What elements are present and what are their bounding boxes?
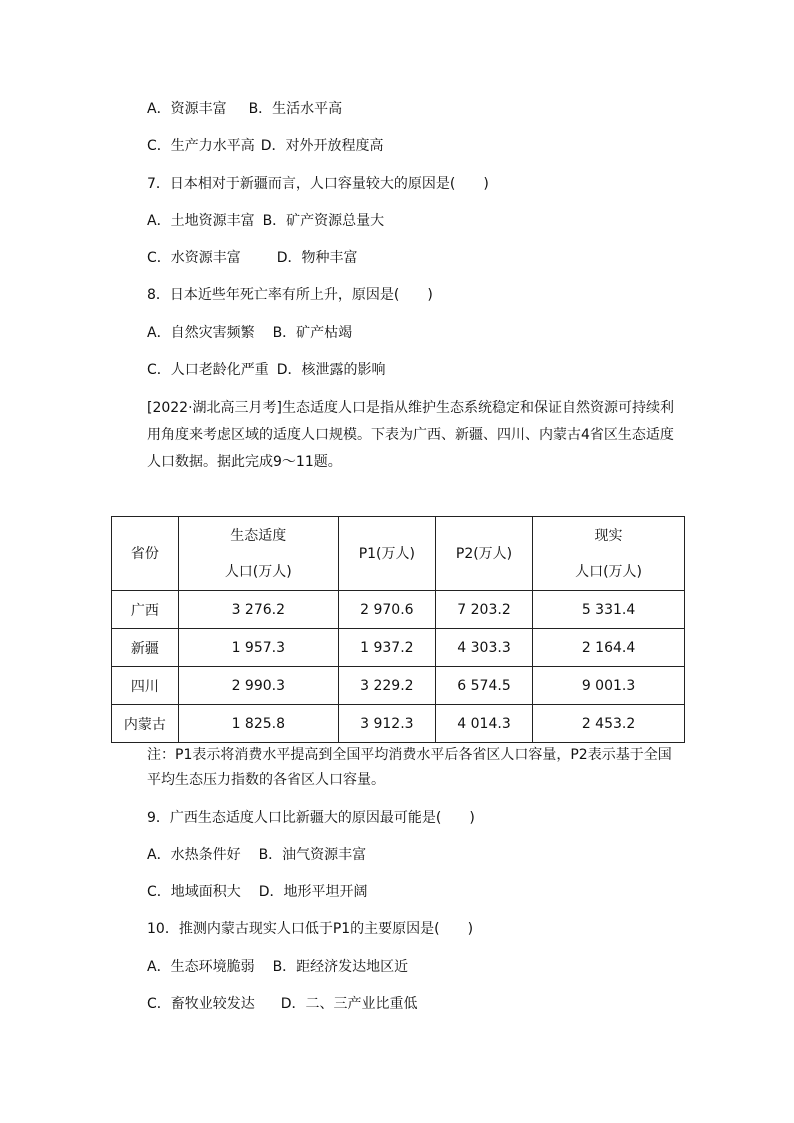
q9-option-b: B．油气资源丰富 — [258, 847, 367, 863]
header-eco-line1: 生态适度 — [230, 527, 287, 544]
intro-text: [2022·湖北高三月考]生态适度人口是指从维护生态系统稳定和保证自然资源可持续利用角度来考虑区域的适度人口规模。下表为广西、新疆、四川、内蒙古4省区生态适度人口数据。据此完成9～11题。 — [147, 400, 675, 470]
q10-option-d: D．二、三产业比重低 — [280, 996, 418, 1012]
table-row — [112, 629, 685, 667]
cell-real: 2 453.2 — [533, 705, 685, 743]
q6-option-b: B．生活水平高 — [248, 101, 343, 117]
cell-p2: 6 574.5 — [435, 667, 532, 705]
q7-option-d: D．物种丰富 — [276, 250, 358, 266]
cell-real: 2 164.4 — [533, 629, 685, 667]
q10-options-cd — [147, 995, 418, 1013]
table-row — [112, 591, 685, 629]
cell-p1: 1 937.2 — [338, 629, 435, 667]
q7-option-b: B．矿产资源总量大 — [262, 213, 385, 229]
cell-eco: 3 276.2 — [178, 591, 338, 629]
cell-eco: 2 990.3 — [178, 667, 338, 705]
cell-province: 内蒙古 — [112, 705, 179, 743]
header-eco-line2: 人口(万人) — [224, 563, 292, 580]
intro-paragraph — [111, 395, 685, 476]
cell-eco: 1 825.8 — [178, 705, 338, 743]
q9-options-ab — [147, 846, 366, 864]
q10-option-b: B．距经济发达地区近 — [272, 959, 409, 975]
header-province: 省份 — [112, 517, 179, 591]
table-note — [111, 743, 685, 793]
q7-options-ab — [147, 212, 384, 230]
q7-option-a: A．土地资源丰富 — [147, 213, 255, 229]
q8-option-a: A．自然灾害频繁 — [147, 325, 255, 341]
table-row — [112, 705, 685, 743]
cell-real: 5 331.4 — [533, 591, 685, 629]
population-table — [111, 516, 685, 743]
q9-option-c: C．地域面积大 — [147, 884, 241, 900]
q6-option-a: A．资源丰富 — [147, 101, 227, 117]
header-real-line1: 现实 — [594, 527, 623, 544]
cell-p1: 2 970.6 — [338, 591, 435, 629]
q8-option-d: D．核泄露的影响 — [276, 362, 386, 378]
cell-province: 新疆 — [112, 629, 179, 667]
header-p2: P2(万人) — [435, 517, 532, 591]
cell-p2: 4 014.3 — [435, 705, 532, 743]
table-header-row — [112, 517, 685, 591]
q10-option-a: A．生态环境脆弱 — [147, 959, 255, 975]
q6-option-c: C．生产力水平高 — [147, 138, 255, 154]
cell-p1: 3 229.2 — [338, 667, 435, 705]
cell-province: 广西 — [112, 591, 179, 629]
q7-stem: 7．日本相对于新疆而言，人口容量较大的原因是( ) — [147, 176, 489, 192]
q6-options-ab — [147, 100, 342, 118]
q7-options-cd — [147, 249, 358, 267]
note-text: 注：P1表示将消费水平提高到全国平均消费水平后各省区人口容量，P2表示基于全国平均生态压力指数的各省区人口容量。 — [147, 747, 672, 788]
q10-options-ab — [147, 958, 408, 976]
q9-option-d: D．地形平坦开阔 — [258, 884, 368, 900]
q10-option-c: C．畜牧业较发达 — [147, 996, 255, 1012]
header-real-population — [533, 517, 685, 591]
cell-p1: 3 912.3 — [338, 705, 435, 743]
q10-stem: 10．推测内蒙古现实人口低于P1的主要原因是( ) — [147, 921, 474, 937]
q6-options-cd — [147, 137, 384, 155]
cell-p2: 4 303.3 — [435, 629, 532, 667]
q9-options-cd — [147, 883, 368, 901]
header-eco-population — [178, 517, 338, 591]
q8-stem: 8．日本近些年死亡率有所上升，原因是( ) — [147, 287, 433, 303]
cell-eco: 1 957.3 — [178, 629, 338, 667]
header-real-line2: 人口(万人) — [575, 563, 643, 580]
q9-option-a: A．水热条件好 — [147, 847, 241, 863]
q8-option-c: C．人口老龄化严重 — [147, 362, 269, 378]
q6-option-d: D．对外开放程度高 — [260, 138, 384, 154]
q8-options-ab — [147, 324, 352, 342]
q9-stem: 9．广西生态适度人口比新疆大的原因最可能是( ) — [147, 810, 475, 826]
cell-province: 四川 — [112, 667, 179, 705]
cell-p2: 7 203.2 — [435, 591, 532, 629]
q7-option-c: C．水资源丰富 — [147, 250, 241, 266]
header-p1: P1(万人) — [338, 517, 435, 591]
cell-real: 9 001.3 — [533, 667, 685, 705]
table-row — [112, 667, 685, 705]
q8-option-b: B．矿产枯竭 — [272, 325, 353, 341]
q8-options-cd — [147, 361, 386, 379]
